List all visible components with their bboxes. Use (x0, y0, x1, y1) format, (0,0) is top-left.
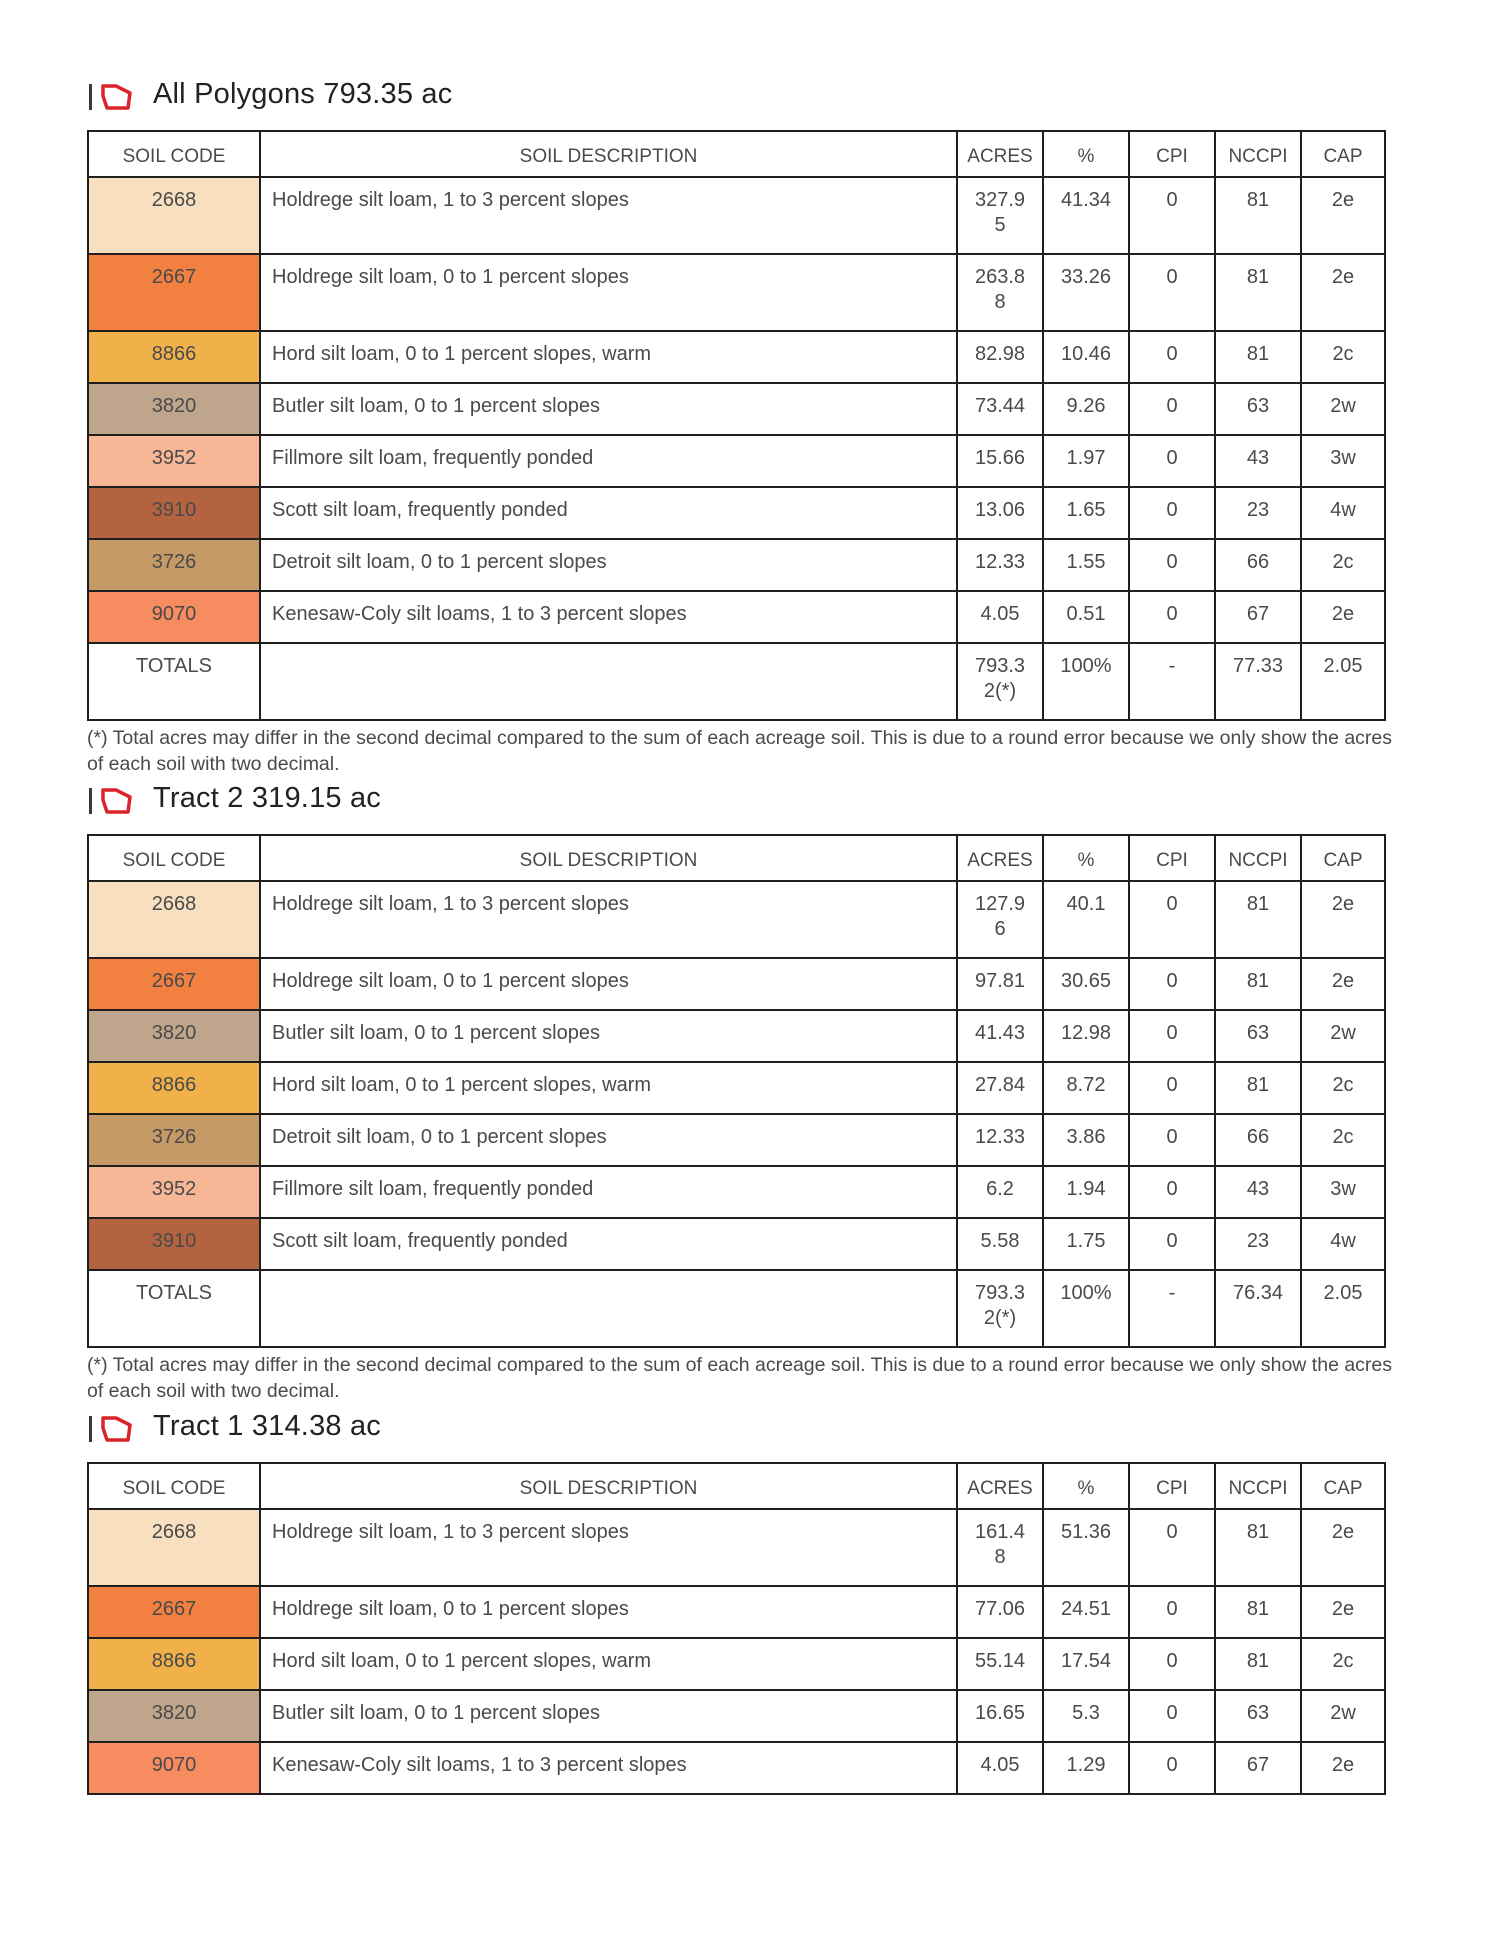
table-row (88, 1509, 1385, 1586)
soil-code-cell: 8866 (88, 331, 260, 383)
nccpi-cell: 43 (1215, 435, 1301, 487)
cap-cell: 2c (1301, 1114, 1385, 1166)
cap-cell: 2e (1301, 177, 1385, 254)
percent-cell: 1.65 (1043, 487, 1129, 539)
soil-code-cell: 9070 (88, 1742, 260, 1794)
table-row (88, 1742, 1385, 1794)
polygon-outline-icon (99, 82, 133, 117)
cpi-cell: 0 (1129, 331, 1215, 383)
cpi-cell: 0 (1129, 435, 1215, 487)
section-title: All Polygons 793.35 ac (153, 78, 453, 110)
cap-cell: 2c (1301, 1638, 1385, 1690)
soil-description-cell: Butler silt loam, 0 to 1 percent slopes (260, 1010, 957, 1062)
nccpi-cell: 81 (1215, 177, 1301, 254)
soil-description-cell: Detroit silt loam, 0 to 1 percent slopes (260, 1114, 957, 1166)
acres-value-line: 327.9 (974, 189, 1026, 211)
soil-code-cell: 3952 (88, 1166, 260, 1218)
cap-cell: 2w (1301, 1010, 1385, 1062)
cpi-cell: 0 (1129, 881, 1215, 958)
table-row (88, 1010, 1385, 1062)
column-header-percent: % (1043, 131, 1129, 177)
table-header-row (88, 835, 1385, 881)
nccpi-cell: 23 (1215, 1218, 1301, 1270)
cap-cell: 2e (1301, 254, 1385, 331)
cap-cell: 2w (1301, 383, 1385, 435)
cpi-cell: 0 (1129, 383, 1215, 435)
cpi-cell: 0 (1129, 254, 1215, 331)
percent-cell: 40.1 (1043, 881, 1129, 958)
cpi-cell: 0 (1129, 177, 1215, 254)
acres-cell: 15.66 (957, 435, 1043, 487)
soil-description-cell: Kenesaw-Coly silt loams, 1 to 3 percent slopes (260, 1742, 957, 1794)
soil-code-cell: 8866 (88, 1062, 260, 1114)
soil-description-cell: Scott silt loam, frequently ponded (260, 487, 957, 539)
acres-cell: 27.84 (957, 1062, 1043, 1114)
cap-cell: 2e (1301, 1586, 1385, 1638)
acres-value-line: 5 (994, 214, 1006, 236)
acres-value-line: 793.3 (974, 1282, 1026, 1304)
totals-row (88, 643, 1385, 720)
polygon-outline-icon (99, 786, 133, 821)
soil-code-cell: 3952 (88, 435, 260, 487)
acres-cell: 13.06 (957, 487, 1043, 539)
table-row (88, 177, 1385, 254)
acres-value-line: 793.3 (974, 655, 1026, 677)
section-heading (87, 1410, 1411, 1450)
cpi-cell: 0 (1129, 487, 1215, 539)
section-heading (87, 782, 1411, 822)
soil-code-cell: 3820 (88, 383, 260, 435)
soil-code-cell: 2667 (88, 254, 260, 331)
table-row (88, 881, 1385, 958)
nccpi-cell: 81 (1215, 254, 1301, 331)
soil-code-cell: 2667 (88, 958, 260, 1010)
acres-cell: 82.98 (957, 331, 1043, 383)
soil-description-cell: Holdrege silt loam, 1 to 3 percent slopes (260, 177, 957, 254)
acres-cell: 5.58 (957, 1218, 1043, 1270)
percent-cell: 8.72 (1043, 1062, 1129, 1114)
nccpi-cell: 81 (1215, 1509, 1301, 1586)
table-row (88, 383, 1385, 435)
cpi-cell: 0 (1129, 1166, 1215, 1218)
percent-cell: 12.98 (1043, 1010, 1129, 1062)
table-row (88, 1062, 1385, 1114)
nccpi-cell: 67 (1215, 591, 1301, 643)
table-row (88, 487, 1385, 539)
soil-table (87, 1462, 1386, 1795)
totals-soil-code-cell: TOTALS (88, 1270, 260, 1347)
cpi-cell: 0 (1129, 1586, 1215, 1638)
totals-row (88, 1270, 1385, 1347)
cpi-cell: 0 (1129, 1218, 1215, 1270)
acres-cell: 4.05 (957, 591, 1043, 643)
acres-cell: 4.05 (957, 1742, 1043, 1794)
acres-value-line: 127.9 (974, 893, 1026, 915)
rounding-footnote: (*) Total acres may differ in the second decimal compared to the sum of each acreage soil. This is due to a round error because we only show the acres of each soil with two decimal. (87, 727, 1393, 775)
soil-description-cell: Detroit silt loam, 0 to 1 percent slopes (260, 539, 957, 591)
acres-value-line: 263.8 (974, 266, 1026, 288)
soil-code-cell: 2667 (88, 1586, 260, 1638)
column-header-percent: % (1043, 835, 1129, 881)
cpi-cell: 0 (1129, 1062, 1215, 1114)
soil-table (87, 130, 1386, 721)
soil-description-cell: Holdrege silt loam, 0 to 1 percent slopes (260, 254, 957, 331)
percent-cell: 41.34 (1043, 177, 1129, 254)
section-title: Tract 1 314.38 ac (153, 1410, 382, 1442)
nccpi-cell: 81 (1215, 331, 1301, 383)
column-header-cpi: CPI (1129, 835, 1215, 881)
soil-description-cell: Scott silt loam, frequently ponded (260, 1218, 957, 1270)
soil-code-cell: 2668 (88, 881, 260, 958)
polygon-outline-icon (99, 1414, 133, 1449)
column-header-soil-code: SOIL CODE (88, 131, 260, 177)
heading-divider-bar (89, 788, 92, 814)
cap-cell: 2e (1301, 591, 1385, 643)
cap-cell: 2c (1301, 1062, 1385, 1114)
cpi-cell: 0 (1129, 539, 1215, 591)
table-row (88, 958, 1385, 1010)
cpi-cell: 0 (1129, 1010, 1215, 1062)
soil-code-cell: 3726 (88, 1114, 260, 1166)
table-header-row (88, 1463, 1385, 1509)
cap-cell: 2c (1301, 331, 1385, 383)
acres-value-line: 8 (994, 1546, 1006, 1568)
nccpi-cell: 66 (1215, 539, 1301, 591)
column-header-cpi: CPI (1129, 131, 1215, 177)
percent-cell: 1.29 (1043, 1742, 1129, 1794)
acres-cell (957, 254, 1043, 331)
acres-cell: 6.2 (957, 1166, 1043, 1218)
cpi-cell: 0 (1129, 958, 1215, 1010)
acres-cell: 16.65 (957, 1690, 1043, 1742)
soil-section-tract-2 (87, 782, 1411, 1404)
totals-cpi-cell: - (1129, 643, 1215, 720)
table-row (88, 1218, 1385, 1270)
cap-cell: 2e (1301, 1742, 1385, 1794)
soil-code-cell: 9070 (88, 591, 260, 643)
percent-cell: 3.86 (1043, 1114, 1129, 1166)
soil-description-cell: Hord silt loam, 0 to 1 percent slopes, warm (260, 1062, 957, 1114)
soil-description-cell: Fillmore silt loam, frequently ponded (260, 435, 957, 487)
soil-description-cell: Kenesaw-Coly silt loams, 1 to 3 percent slopes (260, 591, 957, 643)
acres-value-line: 2(*) (983, 680, 1017, 702)
cpi-cell: 0 (1129, 1638, 1215, 1690)
totals-cap-cell: 2.05 (1301, 1270, 1385, 1347)
table-row (88, 435, 1385, 487)
soil-code-cell: 2668 (88, 1509, 260, 1586)
soil-description-cell: Butler silt loam, 0 to 1 percent slopes (260, 383, 957, 435)
cap-cell: 4w (1301, 487, 1385, 539)
column-header-nccpi: NCCPI (1215, 131, 1301, 177)
cap-cell: 4w (1301, 1218, 1385, 1270)
column-header-soil-code: SOIL CODE (88, 835, 260, 881)
totals-nccpi-cell: 77.33 (1215, 643, 1301, 720)
nccpi-cell: 63 (1215, 1010, 1301, 1062)
totals-soil-description-cell (260, 1270, 957, 1347)
nccpi-cell: 63 (1215, 1690, 1301, 1742)
acres-cell (957, 177, 1043, 254)
percent-cell: 1.75 (1043, 1218, 1129, 1270)
table-row (88, 254, 1385, 331)
column-header-soil-description: SOIL DESCRIPTION (260, 131, 957, 177)
percent-cell: 1.55 (1043, 539, 1129, 591)
percent-cell: 5.3 (1043, 1690, 1129, 1742)
percent-cell: 33.26 (1043, 254, 1129, 331)
cpi-cell: 0 (1129, 1690, 1215, 1742)
nccpi-cell: 43 (1215, 1166, 1301, 1218)
nccpi-cell: 81 (1215, 1062, 1301, 1114)
cpi-cell: 0 (1129, 1742, 1215, 1794)
acres-cell: 41.43 (957, 1010, 1043, 1062)
totals-nccpi-cell: 76.34 (1215, 1270, 1301, 1347)
percent-cell: 10.46 (1043, 331, 1129, 383)
table-row (88, 1690, 1385, 1742)
soil-code-cell: 3910 (88, 1218, 260, 1270)
rounding-footnote: (*) Total acres may differ in the second decimal compared to the sum of each acreage soil. This is due to a round error because we only show the acres of each soil with two decimal. (87, 1354, 1393, 1402)
column-header-cap: CAP (1301, 1463, 1385, 1509)
table-row (88, 1586, 1385, 1638)
percent-cell: 30.65 (1043, 958, 1129, 1010)
soil-code-cell: 8866 (88, 1638, 260, 1690)
totals-soil-code-cell: TOTALS (88, 643, 260, 720)
totals-percent-cell: 100% (1043, 1270, 1129, 1347)
soil-description-cell: Holdrege silt loam, 0 to 1 percent slopes (260, 1586, 957, 1638)
totals-acres-cell (957, 1270, 1043, 1347)
acres-cell: 77.06 (957, 1586, 1043, 1638)
cap-cell: 2w (1301, 1690, 1385, 1742)
acres-cell: 55.14 (957, 1638, 1043, 1690)
soil-description-cell: Holdrege silt loam, 1 to 3 percent slopes (260, 1509, 957, 1586)
percent-cell: 0.51 (1043, 591, 1129, 643)
nccpi-cell: 81 (1215, 1586, 1301, 1638)
section-heading (87, 78, 1411, 118)
cap-cell: 3w (1301, 1166, 1385, 1218)
column-header-acres: ACRES (957, 1463, 1043, 1509)
nccpi-cell: 81 (1215, 958, 1301, 1010)
table-row (88, 1638, 1385, 1690)
soil-description-cell: Holdrege silt loam, 0 to 1 percent slopes (260, 958, 957, 1010)
acres-value-line: 8 (994, 291, 1006, 313)
soil-table (87, 834, 1386, 1348)
column-header-percent: % (1043, 1463, 1129, 1509)
cap-cell: 3w (1301, 435, 1385, 487)
percent-cell: 9.26 (1043, 383, 1129, 435)
acres-value-line: 161.4 (974, 1521, 1026, 1543)
soil-section-tract-1 (87, 1410, 1411, 1795)
soil-section-all-polygons (87, 78, 1411, 777)
cap-cell: 2e (1301, 881, 1385, 958)
soil-code-cell: 2668 (88, 177, 260, 254)
nccpi-cell: 67 (1215, 1742, 1301, 1794)
cpi-cell: 0 (1129, 591, 1215, 643)
percent-cell: 51.36 (1043, 1509, 1129, 1586)
cpi-cell: 0 (1129, 1509, 1215, 1586)
totals-soil-description-cell (260, 643, 957, 720)
acres-value-line: 2(*) (983, 1307, 1017, 1329)
column-header-acres: ACRES (957, 835, 1043, 881)
soil-description-cell: Fillmore silt loam, frequently ponded (260, 1166, 957, 1218)
column-header-cap: CAP (1301, 835, 1385, 881)
table-header-row (88, 131, 1385, 177)
acres-cell: 12.33 (957, 539, 1043, 591)
nccpi-cell: 81 (1215, 1638, 1301, 1690)
totals-cap-cell: 2.05 (1301, 643, 1385, 720)
percent-cell: 1.97 (1043, 435, 1129, 487)
table-row (88, 539, 1385, 591)
acres-cell (957, 881, 1043, 958)
totals-percent-cell: 100% (1043, 643, 1129, 720)
column-header-nccpi: NCCPI (1215, 835, 1301, 881)
heading-divider-bar (89, 1416, 92, 1442)
table-row (88, 1114, 1385, 1166)
column-header-soil-description: SOIL DESCRIPTION (260, 835, 957, 881)
nccpi-cell: 81 (1215, 881, 1301, 958)
acres-cell: 73.44 (957, 383, 1043, 435)
heading-divider-bar (89, 84, 92, 110)
percent-cell: 17.54 (1043, 1638, 1129, 1690)
column-header-acres: ACRES (957, 131, 1043, 177)
table-row (88, 1166, 1385, 1218)
cap-cell: 2e (1301, 1509, 1385, 1586)
cap-cell: 2e (1301, 958, 1385, 1010)
percent-cell: 24.51 (1043, 1586, 1129, 1638)
totals-cpi-cell: - (1129, 1270, 1215, 1347)
section-title: Tract 2 319.15 ac (153, 782, 382, 814)
acres-cell: 97.81 (957, 958, 1043, 1010)
percent-cell: 1.94 (1043, 1166, 1129, 1218)
column-header-nccpi: NCCPI (1215, 1463, 1301, 1509)
column-header-cpi: CPI (1129, 1463, 1215, 1509)
soil-code-cell: 3820 (88, 1010, 260, 1062)
acres-cell: 12.33 (957, 1114, 1043, 1166)
soil-description-cell: Butler silt loam, 0 to 1 percent slopes (260, 1690, 957, 1742)
soil-description-cell: Hord silt loam, 0 to 1 percent slopes, warm (260, 331, 957, 383)
nccpi-cell: 23 (1215, 487, 1301, 539)
soil-code-cell: 3910 (88, 487, 260, 539)
cpi-cell: 0 (1129, 1114, 1215, 1166)
column-header-soil-code: SOIL CODE (88, 1463, 260, 1509)
nccpi-cell: 66 (1215, 1114, 1301, 1166)
soil-description-cell: Holdrege silt loam, 1 to 3 percent slopes (260, 881, 957, 958)
table-row (88, 331, 1385, 383)
column-header-soil-description: SOIL DESCRIPTION (260, 1463, 957, 1509)
column-header-cap: CAP (1301, 131, 1385, 177)
totals-acres-cell (957, 643, 1043, 720)
acres-cell (957, 1509, 1043, 1586)
nccpi-cell: 63 (1215, 383, 1301, 435)
acres-value-line: 6 (994, 918, 1006, 940)
soil-description-cell: Hord silt loam, 0 to 1 percent slopes, warm (260, 1638, 957, 1690)
cap-cell: 2c (1301, 539, 1385, 591)
soil-code-cell: 3820 (88, 1690, 260, 1742)
table-row (88, 591, 1385, 643)
soil-code-cell: 3726 (88, 539, 260, 591)
